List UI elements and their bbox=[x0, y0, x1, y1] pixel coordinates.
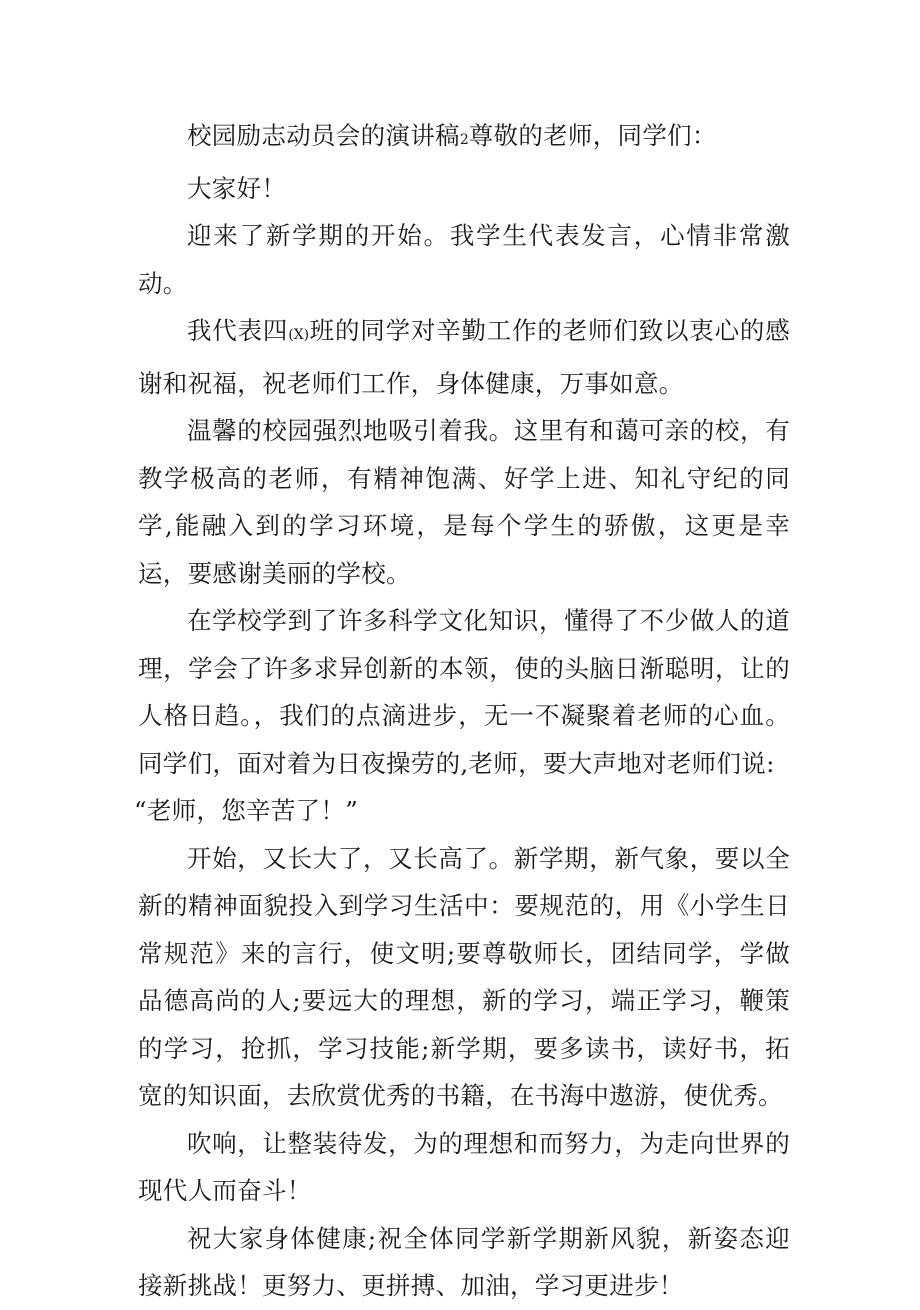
paragraph-wishes: 祝大家身体健康;祝全体同学新学期新风貌，新姿态迎接新挑战！更努力、更拼搏、加油，学习更进步！ bbox=[138, 1223, 790, 1300]
thanks-after: 班的同学对辛勤工作的老师们致以衷心的感谢和祝福，祝老师们工作，身体健康，万事如意。 bbox=[138, 316, 791, 398]
speech-body bbox=[134, 112, 791, 1310]
paragraph-learning: 在学校学到了许多科学文化知识，懂得了不少做人的道理，学会了许多求异创新的本领，使的头脑日渐聪明，让的人格日趋。，我们的点滴进步，无一不凝聚着老师的心血。同学们，面对着为日夜操劳的,老师，要大声地对老师们说: bbox=[138, 606, 790, 778]
class-mark: (X) bbox=[288, 327, 310, 343]
paragraph-call: 吹响，让整装待发，为的理想和而努力，为走向世界的现代人而奋斗！ bbox=[138, 1128, 790, 1205]
paragraph-thanks bbox=[138, 307, 790, 407]
paragraph-welcome: 迎来了新学期的开始。我学生代表发言，心情非常激动。 bbox=[138, 221, 790, 298]
speech-title: 校园励志动员会的演讲稿 bbox=[187, 121, 460, 150]
paragraph-quote: “老师，您辛苦了！” bbox=[134, 796, 359, 825]
speech-number: 2 bbox=[459, 132, 469, 148]
paragraph-hello: 大家好！ bbox=[187, 173, 287, 203]
title-line bbox=[138, 112, 790, 165]
thanks-before: 我代表四 bbox=[187, 316, 289, 345]
paragraph-campus: 温馨的校园强烈地吸引着我。这里有和蔼可亲的校，有教学极高的老师，有精神饱满、好学上进、知礼守纪的同学,能融入到的学习环境，是每个学生的骄傲，这更是幸运，要感谢美丽的学校。 bbox=[138, 416, 790, 588]
greeting: 尊敬的老师，同学们： bbox=[468, 121, 717, 150]
paragraph-new-term: 开始，又长大了，又长高了。新学期，新气象，要以全新的精神面貌投入到学习生活中：要规范的，用《小学生日常规范》来的言行，使文明;要尊敬师长，团结同学，学做品德高尚的人;要远大的理想，新的学习，端正学习，鞭策的学习，抢抓，学习技能;新学期，要多读书，读好书，拓宽的知识面，去欣赏优秀的书籍，在书海中遨游，使优秀。 bbox=[138, 843, 790, 1110]
